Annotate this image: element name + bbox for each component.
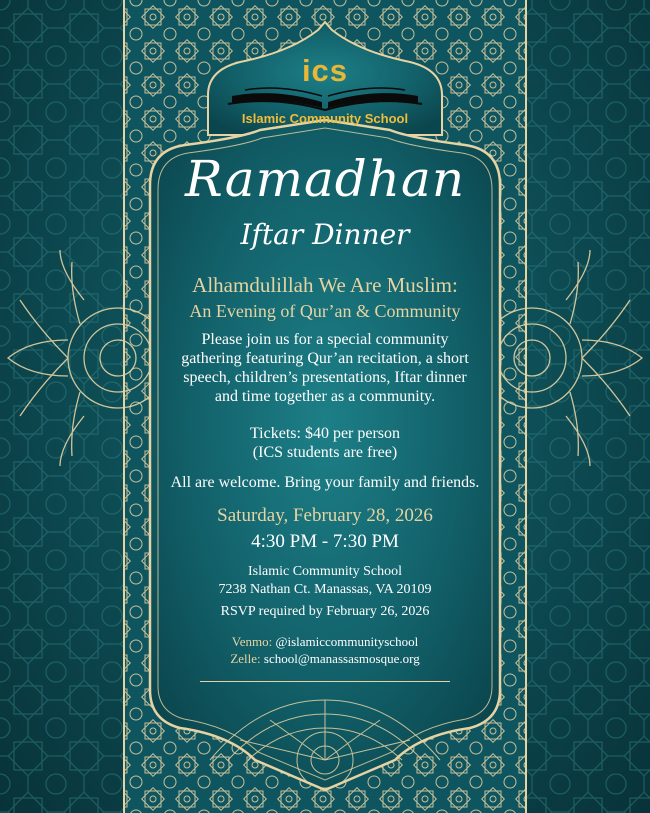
ticket-price: Tickets: $40 per person [249, 425, 401, 442]
ticket-info [150, 424, 500, 462]
venue-name: Islamic Community School [248, 564, 402, 579]
description-line: gathering featuring Qur’an recitation, a short [181, 350, 469, 367]
zelle-email: school@manassasmosque.org [263, 651, 420, 666]
zelle-label: Zelle: [230, 651, 261, 666]
venue-address: 7238 Nathan Ct. Manassas, VA 20109 [218, 582, 432, 597]
event-description [130, 330, 520, 406]
invitation-text [150, 0, 500, 813]
venmo-line [150, 633, 500, 650]
event-title: Ramadhan [184, 150, 466, 208]
rsvp-deadline: RSVP required by February 26, 2026 [220, 604, 430, 619]
description-line: speech, children’s presentations, Iftar dinner [183, 369, 467, 386]
theme-subheading: An Evening of Qur’an & Community [189, 301, 461, 321]
zelle-line [150, 650, 500, 667]
school-name-logo: Islamic Community School [241, 111, 409, 126]
description-line: and time together as a community. [214, 388, 436, 405]
description-line: Please join us for a special community [201, 331, 449, 348]
venmo-handle: @islamiccommunityschool [275, 634, 419, 649]
theme-heading: Alhamdulillah We Are Muslim: [192, 273, 458, 297]
event-time: 4:30 PM - 7:30 PM [251, 531, 399, 552]
ticket-note: (ICS students are free) [252, 444, 398, 461]
venmo-label: Venmo: [231, 634, 273, 649]
welcome-text: All are welcome. Bring your family and friends. [170, 474, 480, 491]
payment-info [150, 633, 500, 667]
venue-info [150, 563, 500, 599]
logo-mark: ics [301, 53, 349, 88]
divider-line [200, 681, 450, 682]
event-subtitle: Iftar Dinner [240, 218, 410, 251]
event-date: Saturday, February 28, 2026 [217, 505, 433, 526]
